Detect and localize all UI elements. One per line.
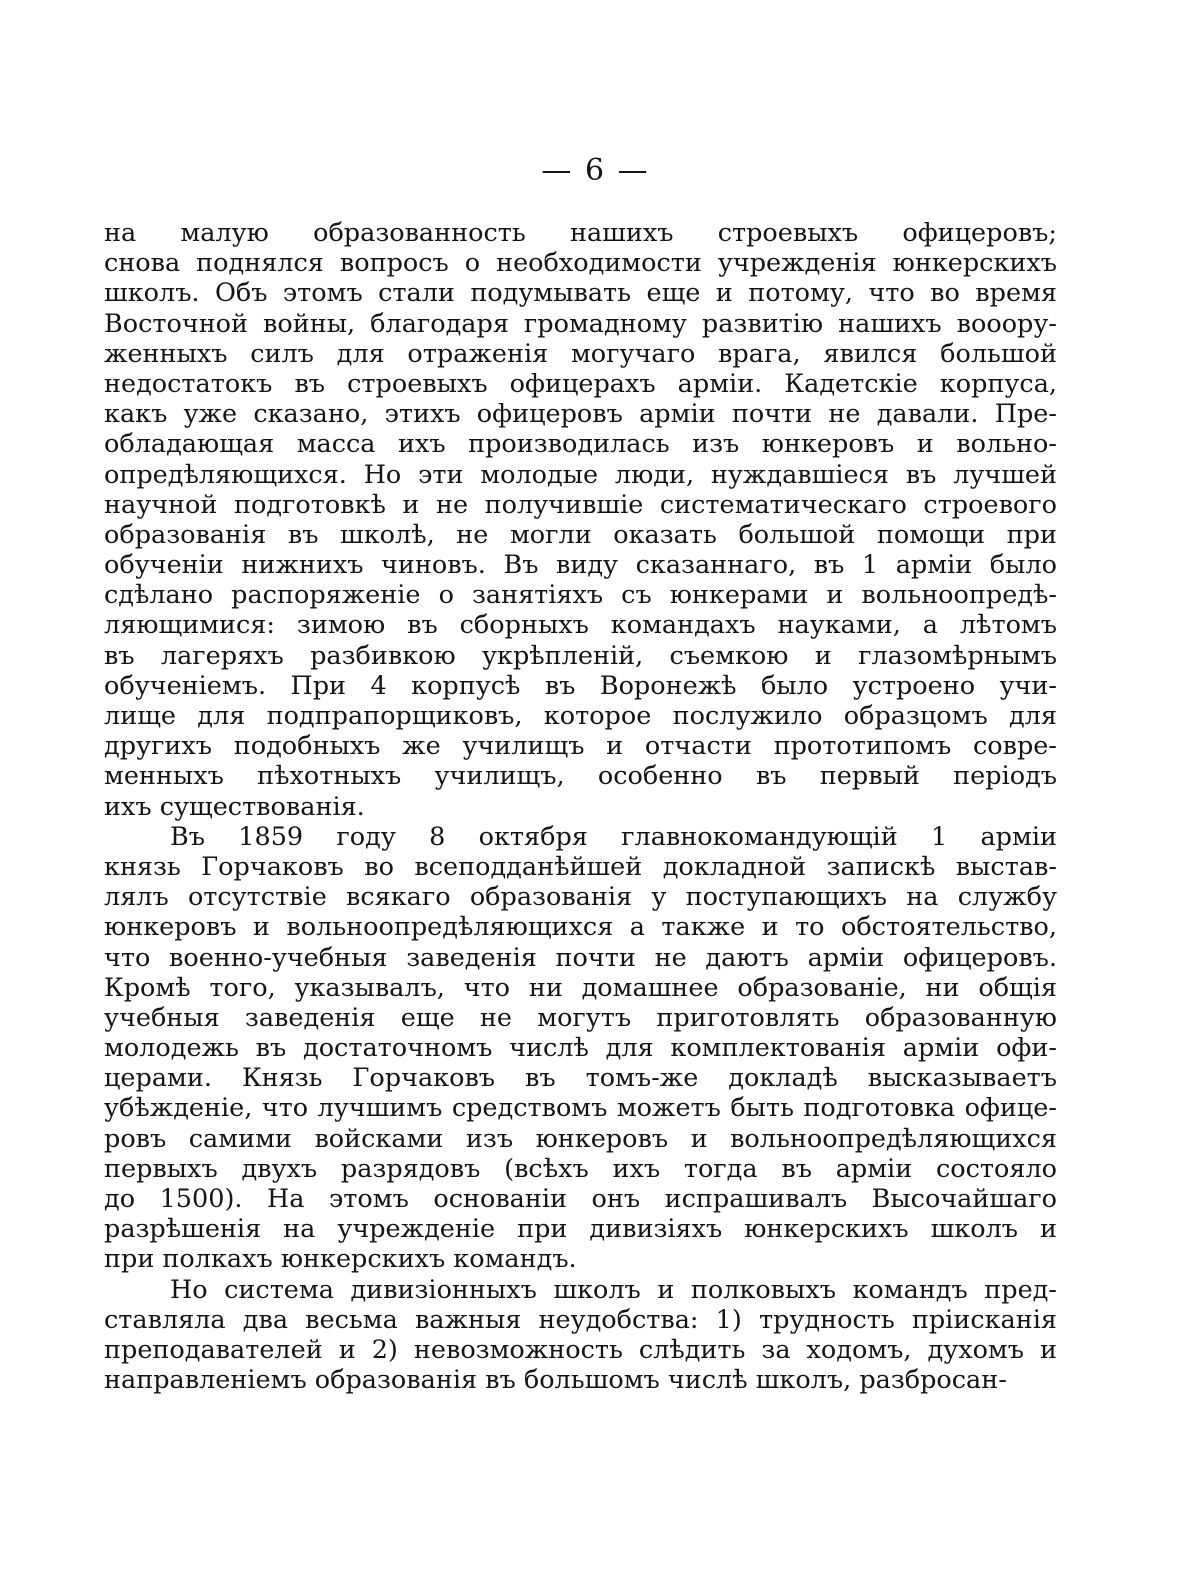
text-line: князь Горчаковъ во всеподданѣйшей докладной запискѣ выстав- — [104, 851, 1057, 882]
text-line: Но система дивизіонныхъ школъ и полковыхъ командъ пред- — [170, 1274, 1057, 1305]
text-line: при полкахъ юнкерскихъ командъ. — [104, 1244, 577, 1275]
text-line: Кромѣ того, указывалъ, что ни домашнее образованіе, ни общія — [104, 972, 1057, 1003]
text-line: ихъ существованія. — [104, 791, 365, 822]
text-line: Восточной войны, благодаря громадному развитію нашихъ вооору- — [104, 308, 1057, 339]
paragraph — [104, 822, 1057, 1275]
text-line: до 1500). На этомъ основаніи онъ испрашивалъ Высочайшаго — [104, 1184, 1057, 1214]
text-line: ставляла два весьма важныя неудобства: 1) трудность пріисканія — [104, 1304, 1057, 1335]
text-line: молодежь въ достаточномъ числѣ для комплектованія арміи офи- — [104, 1033, 1057, 1064]
text-line: обученіемъ. При 4 корпусѣ въ Воронежѣ было устроено учи- — [104, 670, 1057, 701]
text-line: опредѣляющихся. Но эти молодые люди, нуждавшіеся въ лучшей — [104, 459, 1057, 490]
text-line: сдѣлано распоряженіе о занятіяхъ съ юнкерами и вольноопредѣ- — [104, 580, 1057, 611]
text-line: на малую образованность нашихъ строевыхъ офицеровъ; — [104, 218, 1057, 248]
text-line: лище для подпрапорщиковъ, которое послужило образцомъ для — [104, 701, 1057, 731]
text-line: преподавателей и 2) невозможность слѣдить за ходомъ, духомъ и — [104, 1334, 1057, 1365]
text-line: учебныя заведенія еще не могутъ приготовлять образованную — [104, 1002, 1057, 1033]
text-line: Въ 1859 году 8 октября главнокомандующій 1 арміи — [170, 821, 1057, 852]
text-line: женныхъ силъ для отраженія могучаго врага, явился большой — [104, 338, 1057, 369]
text-line: что военно-учебныя заведенія почти не даютъ арміи офицеровъ. — [104, 942, 1057, 973]
page-number: — 6 — — [541, 153, 650, 188]
text-line: первыхъ двухъ разрядовъ (всѣхъ ихъ тогда въ арміи состояло — [104, 1153, 1057, 1184]
paragraph — [104, 1275, 1057, 1396]
text-line: обученіи нижнихъ чиновъ. Въ виду сказаннаго, въ 1 арміи было — [104, 550, 1057, 581]
text-line: обладающая масса ихъ производилась изъ юнкеровъ и вольно- — [104, 429, 1057, 460]
text-line: направленіемъ образованія въ большомъ числѣ школъ, разбросан- — [104, 1365, 1007, 1396]
body-text — [104, 218, 1057, 1395]
text-line: юнкеровъ и вольноопредѣляющихся а также и то обстоятельство, — [104, 912, 1057, 943]
text-line: какъ уже сказано, этихъ офицеровъ арміи почти не давали. Пре- — [104, 399, 1057, 430]
text-line: другихъ подобныхъ же училищъ и отчасти прототипомъ совре- — [104, 731, 1057, 762]
text-line: лялъ отсутствіе всякаго образованія у поступающихъ на службу — [104, 882, 1057, 913]
text-line: ляющимися: зимою въ сборныхъ командахъ науками, а лѣтомъ — [104, 610, 1057, 641]
text-line: церами. Князь Горчаковъ въ томъ-же докладѣ высказываетъ — [104, 1063, 1057, 1094]
text-line: ровъ самими войсками изъ юнкеровъ и вольноопредѣляющихся — [104, 1123, 1057, 1154]
text-line: школъ. Объ этомъ стали подумывать еще и потому, что во время — [104, 278, 1057, 309]
text-line: образованія въ школѣ, не могли оказать большой помощи при — [104, 519, 1057, 550]
text-line: недостатокъ въ строевыхъ офицерахъ арміи. Кадетскіе корпуса, — [104, 368, 1057, 399]
text-line: разрѣшенія на учрежденіе при дивизіяхъ юнкерскихъ школъ и — [104, 1214, 1057, 1245]
text-line: въ лагеряхъ разбивкою укрѣпленій, съемкою и глазомѣрнымъ — [104, 640, 1057, 671]
paragraph — [104, 218, 1057, 822]
text-line: менныхъ пѣхотныхъ училищъ, особенно въ первый періодъ — [104, 761, 1057, 792]
text-line: снова поднялся вопросъ о необходимости учрежденія юнкерскихъ — [104, 248, 1057, 279]
text-line: убѣжденіе, что лучшимъ средствомъ можетъ быть подготовка офице- — [104, 1093, 1057, 1124]
text-line: научной подготовкѣ и не получившіе систематическаго строевого — [104, 489, 1057, 520]
